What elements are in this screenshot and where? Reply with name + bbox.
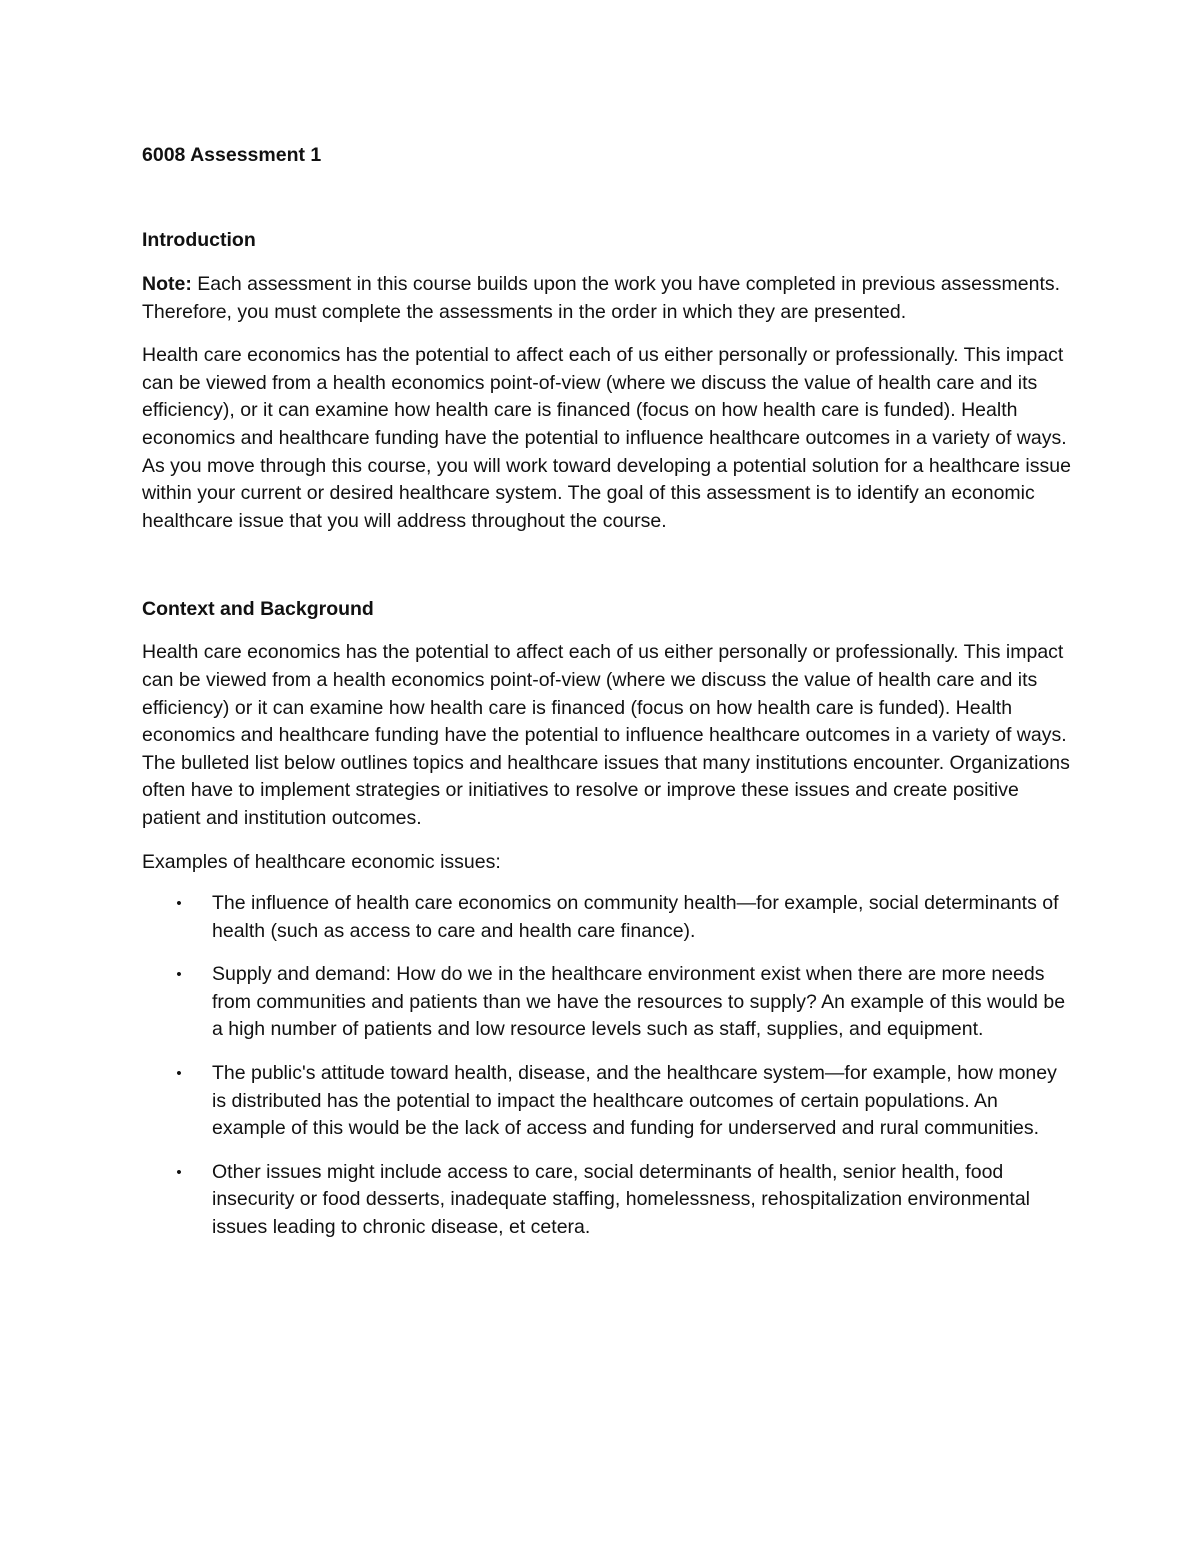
document-title: 6008 Assessment 1 xyxy=(142,144,322,166)
examples-intro: Examples of healthcare economic issues: xyxy=(142,850,501,873)
note-label: Note: xyxy=(142,273,192,295)
list-item-text: Supply and demand: How do we in the healthcare environment exist when there are more needs from communities and patients than we have the resources to supply? An example of this would be a high number of patients and low resource levels such as staff, supplies, and equipment. xyxy=(212,963,1066,1041)
examples-list xyxy=(142,890,1072,1242)
list-item xyxy=(142,961,1072,1044)
bullet-icon: • xyxy=(176,1065,182,1083)
bullet-icon: • xyxy=(176,1163,182,1181)
context-heading: Context and Background xyxy=(142,598,374,621)
document-content xyxy=(142,139,1072,1258)
list-item xyxy=(142,1060,1072,1143)
list-item xyxy=(142,1159,1072,1242)
introduction-body: Health care economics has the potential to affect each of us either personally or professionally. This impact can be viewed from a health economics point-of-view (where we discuss the value of health care and its efficiency), or it can examine how health care is financed (focus on how health care is funded). Health economics and healthcare funding have the potential to influence healthcare outcomes in a variety of ways. As you move through this course, you will work toward developing a potential solution for a healthcare issue within your current or desired healthcare system. The goal of this assessment is to identify an economic healthcare issue that you will address throughout the course. xyxy=(142,344,1071,532)
note-paragraph xyxy=(142,271,1072,326)
bullet-icon: • xyxy=(176,966,182,984)
list-item-text: Other issues might include access to care, social determinants of health, senior health, food insecurity or food desserts, inadequate staffing, homelessness, rehospitalization environmental issues leading to chronic disease, et cetera. xyxy=(212,1160,1031,1239)
list-item-text: The influence of health care economics on community health—for example, social determinants of health (such as access to care and health care finance). xyxy=(212,892,1059,942)
note-text: Each assessment in this course builds upon the work you have completed in previous assessments. Therefore, you must complete the assessments in the order in which they are presented. xyxy=(142,273,1061,323)
context-body: Health care economics has the potential to affect each of us either personally or professionally. This impact can be viewed from a health economics point-of-view (where we discuss the value of health care and its efficiency) or it can examine how health care is financed (focus on how health care is funded). Health economics and healthcare funding have the potential to influence healthcare outcomes in a variety of ways. The bulleted list below outlines topics and healthcare issues that many institutions encounter. Organizations often have to implement strategies or initiatives to resolve or improve these issues and create positive patient and institution outcomes. xyxy=(142,641,1070,829)
list-item xyxy=(142,890,1072,945)
list-item-text: The public's attitude toward health, disease, and the healthcare system—for example, how money is distributed has the potential to impact the healthcare outcomes of certain populations. An example of this would be the lack of access and funding for underserved and rural communities. xyxy=(212,1062,1057,1140)
introduction-heading: Introduction xyxy=(142,229,256,251)
bullet-icon: • xyxy=(176,895,182,913)
